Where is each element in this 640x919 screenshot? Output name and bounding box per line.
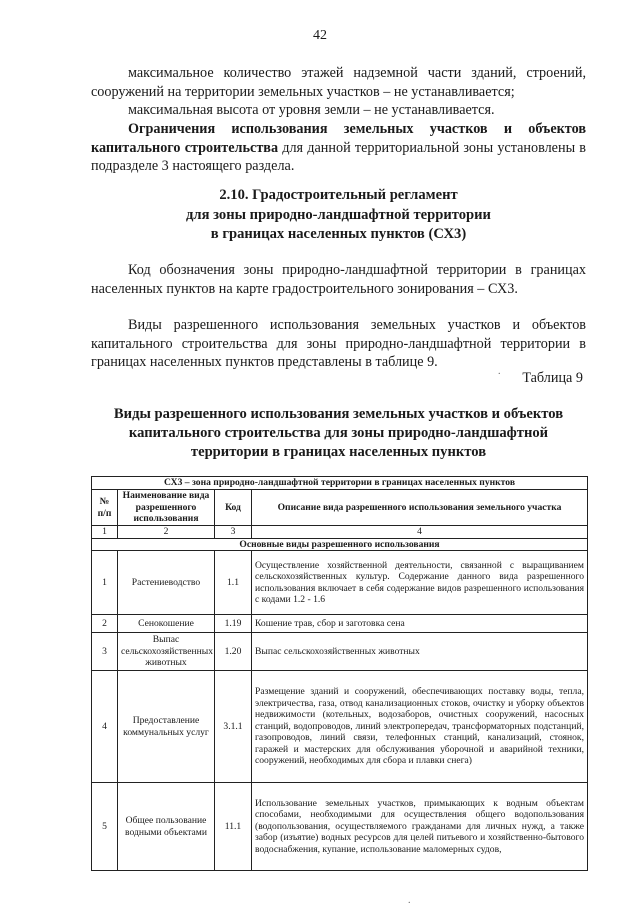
header-num: № п/п <box>92 490 118 526</box>
row-num: 5 <box>92 783 118 871</box>
row-name: Общее пользование водными объектами <box>118 783 215 871</box>
row-code: 1.20 <box>215 633 252 671</box>
row-code: 11.1 <box>215 783 252 871</box>
row-num: 4 <box>92 671 118 783</box>
zone-code-paragraph: Код обозначения зоны природно-ландшафтной территории в границах населенных пунктов на карте градостроительного зонирования – СХ3. <box>91 262 586 297</box>
column-numbers-row <box>92 526 588 539</box>
header-code: Код <box>215 490 252 526</box>
table-row <box>92 551 588 615</box>
section-heading <box>91 186 586 245</box>
group-title: Основные виды разрешенного использования <box>92 538 588 551</box>
section-heading-line3: в границах населенных пунктов (СХ3) <box>210 226 467 242</box>
col-number: 4 <box>252 526 588 539</box>
col-number: 1 <box>92 526 118 539</box>
scan-speck: . <box>498 366 501 377</box>
table-row <box>92 615 588 633</box>
header-desc: Описание вида разрешенного использования земельного участка <box>252 490 588 526</box>
section-heading-line1: 2.10. Градостроительный регламент <box>219 187 458 203</box>
zone-row-cell: СХ3 – зона природно-ландшафтной территории в границах населенных пунктов <box>92 477 588 490</box>
intro-height-paragraph: максимальная высота от уровня земли – не устанавливается. <box>128 102 495 118</box>
row-num: 3 <box>92 633 118 671</box>
uses-table <box>91 476 588 871</box>
table-title <box>91 405 586 462</box>
table-row <box>92 633 588 671</box>
header-name: Наименование вида разрешенного использования <box>118 490 215 526</box>
row-desc: Использование земельных участков, примыкающих к водным объектам способами, необходимыми для осуществления общего водопользования (водопользования, осуществляемого гражданами для личных нужд, а также забор (изъятие) водных ресурсов для целей питьевого и хозяйственно-бытового водоснабжения, купание, использование маломерных судов, <box>252 783 588 871</box>
row-name: Растениеводство <box>118 551 215 615</box>
scan-speck: . <box>408 895 411 906</box>
table-title-line3: территории в границах населенных пунктов <box>190 444 487 460</box>
uses-paragraph: Виды разрешенного использования земельных участков и объектов капитального строительства для зоны природно-ландшафтной территории в границах населенных пунктов представлены в таблице 9. <box>91 317 586 370</box>
table-label: Таблица 9 <box>522 370 583 386</box>
row-name: Выпас сельскохозяйственных животных <box>118 633 215 671</box>
restriction-rest-text: для данной территориальной зоны установлены в подразделе 3 настоящего раздела. <box>91 139 586 174</box>
restriction-bold-text: Ограничения использования земельных участков и объектов капитального строительства <box>91 121 586 156</box>
row-desc: Осуществление хозяйственной деятельности, связанной с выращиванием сельскохозяйственных культур. Содержание данного вида разрешенного использования включает в себя содержание видов разрешенного использования с кодами 1.2 - 1.6 <box>252 551 588 615</box>
table-title-line2: капитального строительства для зоны природно-ландшафтной <box>128 425 549 441</box>
restriction-paragraph <box>91 120 586 176</box>
row-desc: Выпас сельскохозяйственных животных <box>252 633 588 671</box>
row-num: 1 <box>92 551 118 615</box>
table-row <box>92 783 588 871</box>
page-number: 42 <box>313 28 327 43</box>
row-desc: Кошение трав, сбор и заготовка сена <box>252 615 588 633</box>
group-row <box>92 538 588 551</box>
row-code: 3.1.1 <box>215 671 252 783</box>
table-title-line1: Виды разрешенного использования земельных участков и объектов <box>113 406 564 422</box>
intro-floors-paragraph: максимальное количество этажей надземной части зданий, строений, сооружений на территории земельных участков – не устанавливается; <box>91 65 586 100</box>
header-row <box>92 490 588 526</box>
table-row <box>92 671 588 783</box>
col-number: 3 <box>215 526 252 539</box>
row-code: 1.19 <box>215 615 252 633</box>
row-desc: Размещение зданий и сооружений, обеспечивающих поставку воды, тепла, электричества, газа, отвод канализационных стоков, очистку и уборку объектов недвижимости (котельных, водозаборов, очистных сооружений, насосных станций, водопроводов, линий электропередач, трансформаторных подстанций, газопроводов, линий связи, телефонных станций, канализаций, стоянок, гаражей и мастерских для обслуживания уборочной и аварийной техники, сооружений, необходимых для сбора и плавки снега) <box>252 671 588 783</box>
section-heading-line2: для зоны природно-ландшафтной территории <box>186 206 491 223</box>
row-code: 1.1 <box>215 551 252 615</box>
row-name: Сенокошение <box>118 615 215 633</box>
row-num: 2 <box>92 615 118 633</box>
zone-row <box>92 477 588 490</box>
col-number: 2 <box>118 526 215 539</box>
row-name: Предоставление коммунальных услуг <box>118 671 215 783</box>
